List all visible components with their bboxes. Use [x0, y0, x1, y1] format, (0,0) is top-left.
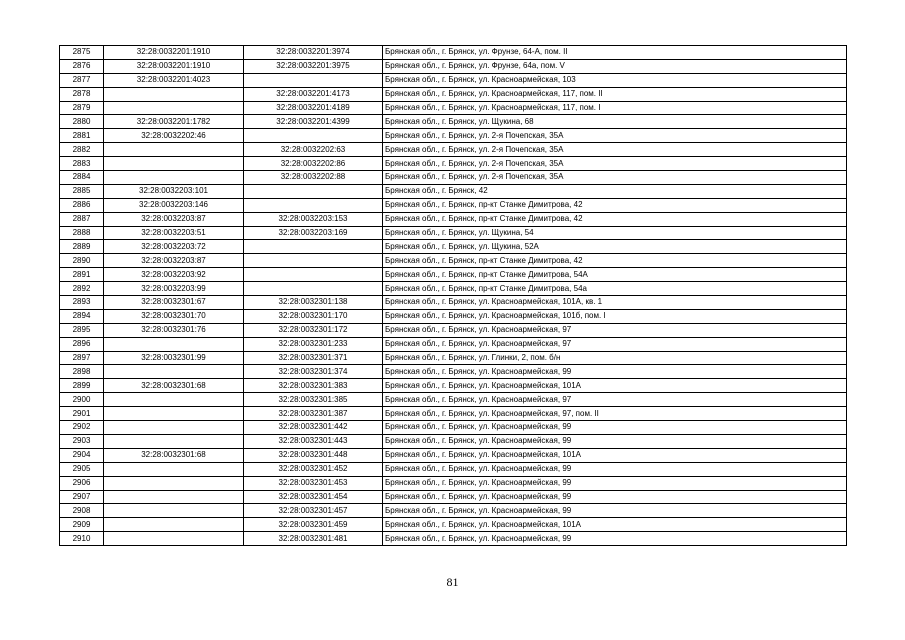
row-number-cell: 2884	[60, 171, 104, 185]
cadastral-number-cell: 32:28:0032202:46	[104, 129, 244, 143]
cadastral-number-cell	[104, 434, 244, 448]
cadastral-number-cell	[104, 504, 244, 518]
object-cadastral-number-cell: 32:28:0032301:138	[244, 296, 383, 310]
address-cell: Брянская обл., г. Брянск, ул. Красноармейская, 97	[383, 323, 847, 337]
row-number-cell: 2899	[60, 379, 104, 393]
object-cadastral-number-cell: 32:28:0032301:387	[244, 407, 383, 421]
address-cell: Брянская обл., г. Брянск, пр-кт Станке Димитрова, 42	[383, 198, 847, 212]
row-number-cell: 2890	[60, 254, 104, 268]
row-number-cell: 2900	[60, 393, 104, 407]
table-row	[60, 115, 847, 129]
address-cell: Брянская обл., г. Брянск, пр-кт Станке Димитрова, 54А	[383, 268, 847, 282]
row-number-cell: 2879	[60, 101, 104, 115]
cadastral-number-cell	[104, 421, 244, 435]
table-row	[60, 393, 847, 407]
object-cadastral-number-cell: 32:28:0032301:374	[244, 365, 383, 379]
object-cadastral-number-cell: 32:28:0032202:63	[244, 143, 383, 157]
address-cell: Брянская обл., г. Брянск, ул. Глинки, 2, пом. б/н	[383, 351, 847, 365]
object-cadastral-number-cell: 32:28:0032301:459	[244, 518, 383, 532]
row-number-cell: 2892	[60, 282, 104, 296]
address-cell: Брянская обл., г. Брянск, ул. 2-я Почепская, 35А	[383, 171, 847, 185]
address-cell: Брянская обл., г. Брянск, ул. Красноармейская, 103	[383, 73, 847, 87]
address-cell: Брянская обл., г. Брянск, ул. Красноармейская, 97, пом. II	[383, 407, 847, 421]
address-cell: Брянская обл., г. Брянск, пр-кт Станке Димитрова, 42	[383, 212, 847, 226]
address-cell: Брянская обл., г. Брянск, ул. Щукина, 68	[383, 115, 847, 129]
row-number-cell: 2875	[60, 46, 104, 60]
row-number-cell: 2888	[60, 226, 104, 240]
address-cell: Брянская обл., г. Брянск, ул. Красноармейская, 99	[383, 504, 847, 518]
address-cell: Брянская обл., г. Брянск, ул. Красноармейская, 99	[383, 421, 847, 435]
page-number: 81	[446, 575, 459, 589]
object-cadastral-number-cell	[244, 129, 383, 143]
address-cell: Брянская обл., г. Брянск, ул. Красноармейская, 101А	[383, 448, 847, 462]
address-cell: Брянская обл., г. Брянск, пр-кт Станке Димитрова, 54а	[383, 282, 847, 296]
table-row	[60, 518, 847, 532]
object-cadastral-number-cell	[244, 184, 383, 198]
row-number-cell: 2878	[60, 87, 104, 101]
table-row	[60, 268, 847, 282]
cadastral-number-cell: 32:28:0032201:1910	[104, 59, 244, 73]
cadastral-number-cell	[104, 143, 244, 157]
address-cell: Брянская обл., г. Брянск, ул. 2-я Почепская, 35А	[383, 143, 847, 157]
table-row	[60, 365, 847, 379]
table-row	[60, 226, 847, 240]
object-cadastral-number-cell: 32:28:0032202:86	[244, 157, 383, 171]
cadastral-number-cell: 32:28:0032203:99	[104, 282, 244, 296]
cadastral-number-cell	[104, 393, 244, 407]
address-cell: Брянская обл., г. Брянск, ул. Красноармейская, 101А, кв. 1	[383, 296, 847, 310]
object-cadastral-number-cell: 32:28:0032201:3975	[244, 59, 383, 73]
cadastral-number-cell: 32:28:0032201:1910	[104, 46, 244, 60]
cadastral-number-cell: 32:28:0032203:87	[104, 254, 244, 268]
table-row	[60, 476, 847, 490]
row-number-cell: 2907	[60, 490, 104, 504]
row-number-cell: 2893	[60, 296, 104, 310]
table-row	[60, 129, 847, 143]
table-row	[60, 421, 847, 435]
table-row	[60, 59, 847, 73]
row-number-cell: 2880	[60, 115, 104, 129]
address-cell: Брянская обл., г. Брянск, ул. Фрунзе, 64а, пом. V	[383, 59, 847, 73]
object-cadastral-number-cell: 32:28:0032301:454	[244, 490, 383, 504]
object-cadastral-number-cell: 32:28:0032202:88	[244, 171, 383, 185]
table-row	[60, 198, 847, 212]
table-row	[60, 379, 847, 393]
cadastral-number-cell: 32:28:0032203:101	[104, 184, 244, 198]
object-cadastral-number-cell: 32:28:0032301:457	[244, 504, 383, 518]
object-cadastral-number-cell: 32:28:0032203:169	[244, 226, 383, 240]
row-number-cell: 2905	[60, 462, 104, 476]
object-cadastral-number-cell	[244, 282, 383, 296]
address-cell: Брянская обл., г. Брянск, ул. Красноармейская, 99	[383, 490, 847, 504]
object-cadastral-number-cell	[244, 254, 383, 268]
table-row	[60, 46, 847, 60]
object-cadastral-number-cell: 32:28:0032301:442	[244, 421, 383, 435]
object-cadastral-number-cell: 32:28:0032301:170	[244, 309, 383, 323]
table-row	[60, 143, 847, 157]
row-number-cell: 2909	[60, 518, 104, 532]
table-row	[60, 309, 847, 323]
address-cell: Брянская обл., г. Брянск, ул. Щукина, 52А	[383, 240, 847, 254]
object-cadastral-number-cell	[244, 240, 383, 254]
cadastral-number-cell	[104, 365, 244, 379]
cadastral-number-cell	[104, 476, 244, 490]
row-number-cell: 2887	[60, 212, 104, 226]
table-row	[60, 351, 847, 365]
object-cadastral-number-cell: 32:28:0032201:4399	[244, 115, 383, 129]
address-cell: Брянская обл., г. Брянск, ул. Фрунзе, 64-А, пом. II	[383, 46, 847, 60]
object-cadastral-number-cell: 32:28:0032301:172	[244, 323, 383, 337]
cadastral-number-cell	[104, 171, 244, 185]
row-number-cell: 2886	[60, 198, 104, 212]
table-row	[60, 448, 847, 462]
address-cell: Брянская обл., г. Брянск, ул. 2-я Почепская, 35А	[383, 129, 847, 143]
table-row	[60, 462, 847, 476]
object-cadastral-number-cell: 32:28:0032201:3974	[244, 46, 383, 60]
cadastral-number-cell: 32:28:0032301:67	[104, 296, 244, 310]
address-cell: Брянская обл., г. Брянск, ул. Красноармейская, 99	[383, 532, 847, 546]
table-row	[60, 254, 847, 268]
row-number-cell: 2889	[60, 240, 104, 254]
row-number-cell: 2902	[60, 421, 104, 435]
row-number-cell: 2894	[60, 309, 104, 323]
row-number-cell: 2897	[60, 351, 104, 365]
object-cadastral-number-cell: 32:28:0032301:448	[244, 448, 383, 462]
row-number-cell: 2903	[60, 434, 104, 448]
cadastral-number-cell: 32:28:0032203:72	[104, 240, 244, 254]
address-cell: Брянская обл., г. Брянск, ул. Красноармейская, 97	[383, 337, 847, 351]
table-row	[60, 337, 847, 351]
cadastral-number-cell	[104, 87, 244, 101]
cadastral-number-cell	[104, 518, 244, 532]
address-cell: Брянская обл., г. Брянск, ул. Красноармейская, 99	[383, 365, 847, 379]
table-row	[60, 490, 847, 504]
row-number-cell: 2904	[60, 448, 104, 462]
row-number-cell: 2876	[60, 59, 104, 73]
cadastral-number-cell: 32:28:0032301:99	[104, 351, 244, 365]
table-body	[60, 46, 847, 546]
table-row	[60, 184, 847, 198]
address-cell: Брянская обл., г. Брянск, ул. Красноармейская, 101А	[383, 379, 847, 393]
object-cadastral-number-cell: 32:28:0032201:4189	[244, 101, 383, 115]
cadastral-number-cell: 32:28:0032203:51	[104, 226, 244, 240]
object-cadastral-number-cell	[244, 73, 383, 87]
cadastral-number-cell: 32:28:0032203:87	[104, 212, 244, 226]
address-cell: Брянская обл., г. Брянск, пр-кт Станке Димитрова, 42	[383, 254, 847, 268]
table-row	[60, 407, 847, 421]
table-row	[60, 157, 847, 171]
table-row	[60, 73, 847, 87]
cadastral-number-cell	[104, 337, 244, 351]
row-number-cell: 2898	[60, 365, 104, 379]
object-cadastral-number-cell	[244, 268, 383, 282]
table-row	[60, 171, 847, 185]
address-cell: Брянская обл., г. Брянск, ул. Красноармейская, 99	[383, 476, 847, 490]
cadastral-table	[59, 45, 847, 546]
cadastral-number-cell: 32:28:0032201:1782	[104, 115, 244, 129]
row-number-cell: 2895	[60, 323, 104, 337]
cadastral-number-cell: 32:28:0032301:70	[104, 309, 244, 323]
object-cadastral-number-cell	[244, 198, 383, 212]
address-cell: Брянская обл., г. Брянск, ул. Красноармейская, 101б, пом. I	[383, 309, 847, 323]
object-cadastral-number-cell: 32:28:0032301:385	[244, 393, 383, 407]
address-cell: Брянская обл., г. Брянск, ул. Красноармейская, 99	[383, 434, 847, 448]
address-cell: Брянская обл., г. Брянск, ул. Красноармейская, 117, пом. II	[383, 87, 847, 101]
object-cadastral-number-cell: 32:28:0032301:453	[244, 476, 383, 490]
row-number-cell: 2882	[60, 143, 104, 157]
cadastral-number-cell	[104, 101, 244, 115]
table-row	[60, 212, 847, 226]
row-number-cell: 2883	[60, 157, 104, 171]
row-number-cell: 2906	[60, 476, 104, 490]
table-row	[60, 504, 847, 518]
cadastral-number-cell	[104, 462, 244, 476]
address-cell: Брянская обл., г. Брянск, ул. 2-я Почепская, 35А	[383, 157, 847, 171]
cadastral-number-cell	[104, 157, 244, 171]
object-cadastral-number-cell: 32:28:0032301:371	[244, 351, 383, 365]
row-number-cell: 2896	[60, 337, 104, 351]
cadastral-number-cell: 32:28:0032203:146	[104, 198, 244, 212]
cadastral-number-cell: 32:28:0032203:92	[104, 268, 244, 282]
table-row	[60, 240, 847, 254]
object-cadastral-number-cell: 32:28:0032301:443	[244, 434, 383, 448]
address-cell: Брянская обл., г. Брянск, ул. Красноармейская, 117, пом. I	[383, 101, 847, 115]
address-cell: Брянская обл., г. Брянск, ул. Красноармейская, 99	[383, 462, 847, 476]
cadastral-number-cell	[104, 490, 244, 504]
table-row	[60, 532, 847, 546]
object-cadastral-number-cell: 32:28:0032301:383	[244, 379, 383, 393]
address-cell: Брянская обл., г. Брянск, 42	[383, 184, 847, 198]
object-cadastral-number-cell: 32:28:0032201:4173	[244, 87, 383, 101]
object-cadastral-number-cell: 32:28:0032203:153	[244, 212, 383, 226]
table-row	[60, 87, 847, 101]
object-cadastral-number-cell: 32:28:0032301:233	[244, 337, 383, 351]
cadastral-number-cell: 32:28:0032201:4023	[104, 73, 244, 87]
row-number-cell: 2901	[60, 407, 104, 421]
address-cell: Брянская обл., г. Брянск, ул. Красноармейская, 101А	[383, 518, 847, 532]
cadastral-number-cell: 32:28:0032301:76	[104, 323, 244, 337]
cadastral-number-cell: 32:28:0032301:68	[104, 448, 244, 462]
row-number-cell: 2891	[60, 268, 104, 282]
table-row	[60, 323, 847, 337]
row-number-cell: 2877	[60, 73, 104, 87]
address-cell: Брянская обл., г. Брянск, ул. Щукина, 54	[383, 226, 847, 240]
table-row	[60, 296, 847, 310]
cadastral-number-cell	[104, 532, 244, 546]
object-cadastral-number-cell: 32:28:0032301:481	[244, 532, 383, 546]
row-number-cell: 2910	[60, 532, 104, 546]
table-row	[60, 101, 847, 115]
cadastral-number-cell	[104, 407, 244, 421]
row-number-cell: 2908	[60, 504, 104, 518]
object-cadastral-number-cell: 32:28:0032301:452	[244, 462, 383, 476]
row-number-cell: 2885	[60, 184, 104, 198]
table-row	[60, 434, 847, 448]
table-row	[60, 282, 847, 296]
address-cell: Брянская обл., г. Брянск, ул. Красноармейская, 97	[383, 393, 847, 407]
cadastral-number-cell: 32:28:0032301:68	[104, 379, 244, 393]
row-number-cell: 2881	[60, 129, 104, 143]
